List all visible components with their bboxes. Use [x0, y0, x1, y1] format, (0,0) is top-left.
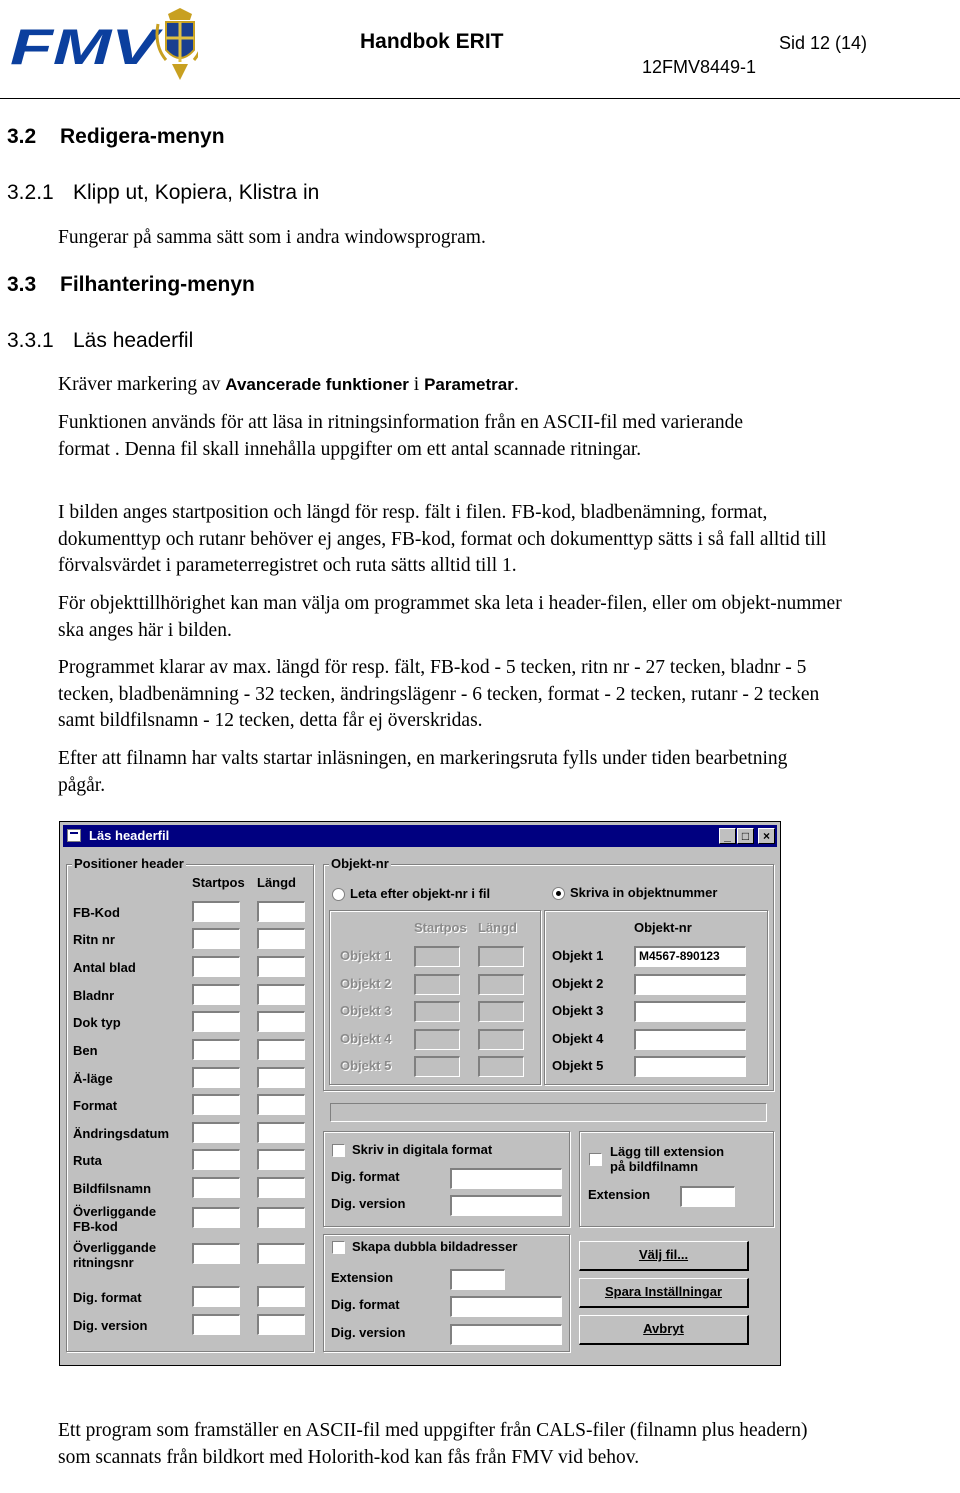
positioner-row-label: Ändringsdatum: [73, 1126, 170, 1141]
objekt-nr-column-header: Objekt-nr: [634, 920, 692, 935]
paragraph-2: I bilden anges startposition och längd för resp. fält i filen. FB-kod, bladbenämning, format, dokumenttyp och rutanr behöver ej anges, FB-kod, format och dokumenttyp sätts i så fall alltid till förvalsvärdet i parameterregistret och ruta sätts alltid till 1.: [58, 502, 827, 576]
positioner-langd-input[interactable]: [257, 1067, 305, 1088]
positioner-langd-input[interactable]: [257, 928, 305, 949]
skriv-digitala-checkbox[interactable]: [332, 1144, 345, 1157]
fmv-logo: [8, 6, 198, 82]
footer-paragraph: Ett program som framställer en ASCII-fil med uppgifter från CALS-filer (filnamn plus headern) som scannats från bildkort med Holorith-kod kan fås från FMV vid behov.: [58, 1420, 808, 1468]
objekt-startpos-input[interactable]: [414, 1056, 460, 1077]
objekt-right-label: Objekt 3: [552, 1003, 604, 1018]
radio-write-label: Skriva in objektnummer: [570, 885, 718, 900]
positioner-langd-input[interactable]: [257, 1094, 305, 1115]
extension-label: Extension: [588, 1187, 651, 1202]
objekt-langd-input[interactable]: [478, 1001, 524, 1022]
dubbla-dig-version-label: Dig. version: [331, 1325, 406, 1340]
dubbla-extension-label: Extension: [331, 1270, 394, 1285]
positioner-langd-input[interactable]: [257, 1207, 305, 1228]
objekt-nr-input[interactable]: [634, 1001, 746, 1022]
dialog-title: Läs headerfil: [89, 828, 170, 843]
objekt-startpos-input[interactable]: [414, 946, 460, 967]
langd-column-header: Längd: [257, 875, 296, 890]
progress-bar: [330, 1103, 767, 1122]
heading-3-2: 3.2 Redigera-menyn: [7, 125, 225, 148]
dubbla-dig-version-input[interactable]: [450, 1324, 562, 1345]
dialog-titlebar[interactable]: [63, 825, 777, 847]
lagg-till-extension-checkbox[interactable]: [589, 1153, 602, 1166]
positioner-row-label: Bildfilsnamn: [73, 1181, 152, 1196]
objekt-langd-input[interactable]: [478, 1056, 524, 1077]
positioner-startpos-input[interactable]: [192, 1314, 240, 1335]
spara-installningar-button[interactable]: Spara Inställningar: [579, 1278, 749, 1308]
positioner-langd-input[interactable]: [257, 1177, 305, 1198]
objekt-right-label: Objekt 4: [552, 1031, 604, 1046]
dig-format-input[interactable]: [450, 1168, 562, 1189]
fmv-logo-text: FMV: [10, 19, 164, 75]
positioner-row-label: Dok typ: [73, 1015, 121, 1030]
positioner-row-label: Överliggande ritningsnr: [73, 1240, 157, 1270]
dig-version-label: Dig. version: [331, 1196, 406, 1211]
positioner-row-label: Bladnr: [73, 988, 115, 1003]
positioner-startpos-input[interactable]: [192, 1243, 240, 1264]
paragraph-5: Efter att filnamn har valts startar inläsningen, en markeringsruta fylls under tiden bearbetning pågår.: [58, 748, 788, 796]
objekt-nr-input[interactable]: [634, 1056, 746, 1077]
extension-input[interactable]: [680, 1186, 735, 1207]
positioner-startpos-input[interactable]: [192, 1067, 240, 1088]
positioner-row-label: Överliggande FB-kod: [73, 1204, 157, 1234]
paragraph-3: För objekttillhörighet kan man välja om programmet ska leta i header-filen, eller om objekt-nummer ska anges här i bilden.: [58, 593, 842, 641]
dig-format-label: Dig. format: [331, 1169, 400, 1184]
las-headerfil-dialog: [59, 821, 781, 1366]
valj-fil-button[interactable]: Välj fil...: [579, 1241, 749, 1271]
skapa-dubbla-checkbox[interactable]: [332, 1241, 345, 1254]
skapa-dubbla-label: Skapa dubbla bildadresser: [352, 1239, 518, 1254]
positioner-langd-input[interactable]: [257, 1314, 305, 1335]
positioner-langd-input[interactable]: [257, 1122, 305, 1143]
maximize-button[interactable]: □: [737, 828, 754, 844]
objekt-left-label: Objekt 5: [340, 1058, 392, 1073]
skriv-digitala-label: Skriv in digitala format: [352, 1142, 493, 1157]
positioner-row-label: Format: [73, 1098, 118, 1113]
positioner-row-label: Ritn nr: [73, 932, 115, 947]
dubbla-dig-format-label: Dig. format: [331, 1297, 400, 1312]
positioner-startpos-input[interactable]: [192, 1011, 240, 1032]
heading-3-3-1: 3.3.1 Läs headerfil: [7, 329, 194, 352]
radio-write-objekt[interactable]: [552, 887, 565, 900]
heading-3-3: 3.3 Filhantering-menyn: [7, 273, 255, 296]
positioner-row-label: Ben: [73, 1043, 98, 1058]
document-id: 12FMV8449-1: [642, 57, 757, 77]
objekt-startpos-header: Startpos: [414, 920, 467, 935]
objekt-left-label: Objekt 2: [340, 976, 392, 991]
objekt-nr-input[interactable]: M4567-890123: [634, 946, 746, 967]
avbryt-button[interactable]: Avbryt: [579, 1315, 749, 1345]
objekt-right-label: Objekt 2: [552, 976, 604, 991]
objekt-langd-input[interactable]: [478, 946, 524, 967]
page-number: Sid 12 (14): [779, 33, 868, 53]
objekt-langd-input[interactable]: [478, 1029, 524, 1050]
radio-search-objekt[interactable]: [332, 888, 345, 901]
objekt-startpos-input[interactable]: [414, 1001, 460, 1022]
objekt-langd-header: Längd: [478, 920, 517, 935]
paragraph-3-2-1: Fungerar på samma sätt som i andra windowsprogram.: [58, 227, 486, 248]
dubbla-extension-input[interactable]: [450, 1269, 505, 1290]
objekt-right-label: Objekt 1: [552, 948, 604, 963]
paragraph-1: Funktionen används för att läsa in ritningsinformation från en ASCII-fil med varierande format . Denna fil skall innehålla uppgifter om ett antal scannade ritningar.: [58, 412, 744, 460]
window-icon[interactable]: [67, 829, 81, 842]
startpos-column-header: Startpos: [192, 875, 245, 890]
positioner-row-label: Ruta: [73, 1153, 102, 1168]
positioner-startpos-input[interactable]: [192, 1094, 240, 1115]
positioner-row-label: FB-Kod: [73, 905, 120, 920]
dig-version-input[interactable]: [450, 1195, 562, 1216]
paragraph-4: Programmet klarar av max. längd för resp. fält, FB-kod - 5 tecken, ritn nr - 27 tecken, bladnr - 5 tecken, bladbenämning - 32 tecken, ändringslägenr - 6 tecken, format - 2 tecken, rutanr - 2 tecken samt bildfilsnamn - 12 tecken, detta får ej överskridas.: [58, 657, 820, 731]
positioner-startpos-input[interactable]: [192, 984, 240, 1005]
objekt-nr-title: Objekt-nr: [331, 856, 389, 871]
positioner-row-label: Dig. version: [73, 1318, 148, 1333]
positioner-startpos-input[interactable]: [192, 956, 240, 977]
positioner-langd-input[interactable]: [257, 1286, 305, 1307]
objekt-nr-input[interactable]: [634, 1029, 746, 1050]
document-title: Handbok ERIT: [360, 30, 504, 53]
positioner-row-label: Dig. format: [73, 1290, 142, 1305]
positioner-row-label: Ä-läge: [73, 1071, 113, 1086]
objekt-left-label: Objekt 3: [340, 1003, 392, 1018]
positioner-startpos-input[interactable]: [192, 901, 240, 922]
minimize-button[interactable]: _: [719, 828, 736, 844]
positioner-startpos-input[interactable]: [192, 1039, 240, 1060]
dubbla-dig-format-input[interactable]: [450, 1296, 562, 1317]
objekt-left-label: Objekt 1: [340, 948, 392, 963]
header-rule: [0, 98, 960, 99]
objekt-startpos-input[interactable]: [414, 974, 460, 995]
heading-3-2-1: 3.2.1 Klipp ut, Kopiera, Klistra in: [7, 181, 320, 204]
positioner-startpos-input[interactable]: [192, 1177, 240, 1198]
requirement-text: Kräver markering av Avancerade funktioner i Parametrar.: [58, 374, 519, 395]
lagg-till-extension-label: Lägg till extension på bildfilnamn: [610, 1144, 725, 1174]
coat-of-arms-icon: [157, 8, 198, 80]
positioner-startpos-input[interactable]: [192, 1207, 240, 1228]
objekt-startpos-input[interactable]: [414, 1029, 460, 1050]
objekt-right-label: Objekt 5: [552, 1058, 604, 1073]
positioner-startpos-input[interactable]: [192, 1286, 240, 1307]
positioner-langd-input[interactable]: [257, 1039, 305, 1060]
objekt-nr-input[interactable]: [634, 974, 746, 995]
radio-search-label: Leta efter objekt-nr i fil: [350, 886, 491, 901]
positioner-langd-input[interactable]: [257, 956, 305, 977]
positioner-header-title: Positioner header: [74, 856, 184, 871]
positioner-langd-input[interactable]: [257, 901, 305, 922]
positioner-startpos-input[interactable]: [192, 1122, 240, 1143]
positioner-langd-input[interactable]: [257, 984, 305, 1005]
objekt-left-label: Objekt 4: [340, 1031, 392, 1046]
close-button[interactable]: ×: [758, 828, 775, 844]
positioner-startpos-input[interactable]: [192, 1149, 240, 1170]
positioner-startpos-input[interactable]: [192, 928, 240, 949]
positioner-langd-input[interactable]: [257, 1149, 305, 1170]
objekt-langd-input[interactable]: [478, 974, 524, 995]
positioner-row-label: Antal blad: [73, 960, 136, 975]
positioner-langd-input[interactable]: [257, 1243, 305, 1264]
positioner-langd-input[interactable]: [257, 1011, 305, 1032]
